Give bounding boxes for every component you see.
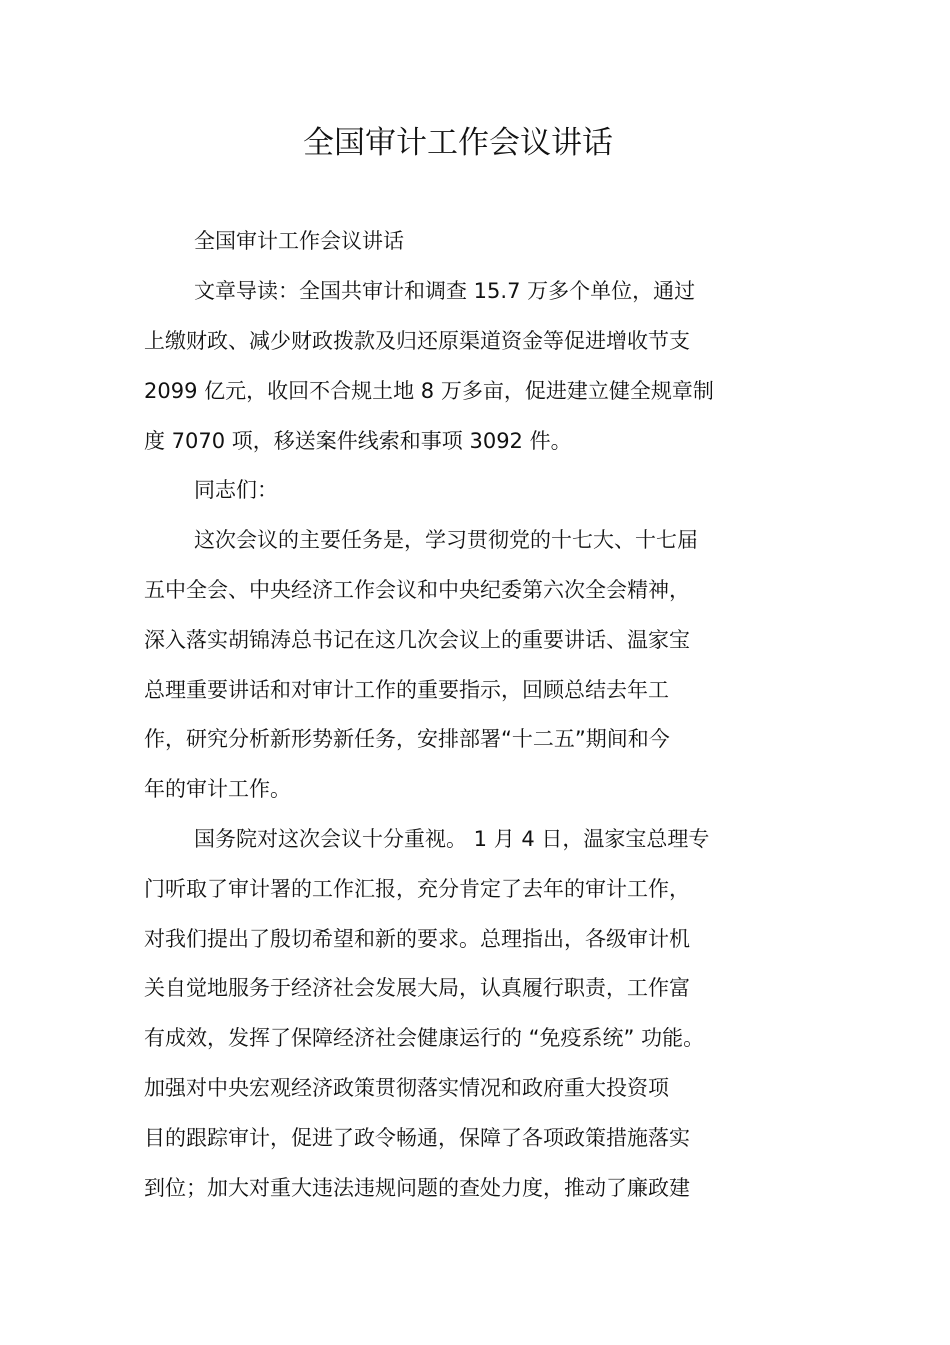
text-line: 到位；加大对重大违法违规问题的查处力度，推动了廉政建	[144, 1176, 690, 1200]
text-line: 国务院对这次会议十分重视。 1 月 4 日，温家宝总理专	[194, 827, 710, 851]
text-line: 年的审计工作。	[144, 777, 291, 801]
text-line: 全国审计工作会议讲话	[194, 229, 404, 253]
text-line: 对我们提出了殷切希望和新的要求。总理指出，各级审计机	[144, 927, 690, 951]
text-line: 这次会议的主要任务是，学习贯彻党的十七大、十七届	[194, 528, 698, 552]
text-line: 同志们：	[194, 478, 278, 502]
text-line: 作，研究分析新形势新任务，安排部署“十二五”期间和今	[144, 727, 670, 751]
text-line: 深入落实胡锦涛总书记在这几次会议上的重要讲话、温家宝	[144, 628, 690, 652]
text-line: 文章导读：全国共审计和调查 15.7 万多个单位，通过	[194, 279, 696, 303]
document-title: 全国审计工作会议讲话	[303, 125, 613, 161]
text-line: 门听取了审计署的工作汇报，充分肯定了去年的审计工作，	[144, 877, 690, 901]
text-line: 目的跟踪审计，促进了政令畅通，保障了各项政策措施落实	[144, 1126, 690, 1150]
text-line: 总理重要讲话和对审计工作的重要指示，回顾总结去年工	[144, 678, 669, 702]
text-line: 上缴财政、减少财政拨款及归还原渠道资金等促进增收节支	[144, 329, 690, 353]
text-line: 关自觉地服务于经济社会发展大局，认真履行职责，工作富	[144, 976, 690, 1000]
text-line: 五中全会、中央经济工作会议和中央纪委第六次全会精神，	[144, 578, 690, 602]
text-line: 加强对中央宏观经济政策贯彻落实情况和政府重大投资项	[144, 1076, 669, 1100]
text-line: 有成效，发挥了保障经济社会健康运行的 “免疫系统” 功能。	[144, 1026, 705, 1050]
text-line: 度 7070 项，移送案件线索和事项 3092 件。	[144, 429, 572, 453]
text-line: 2099 亿元，收回不合规土地 8 万多亩，促进建立健全规章制	[144, 379, 714, 403]
